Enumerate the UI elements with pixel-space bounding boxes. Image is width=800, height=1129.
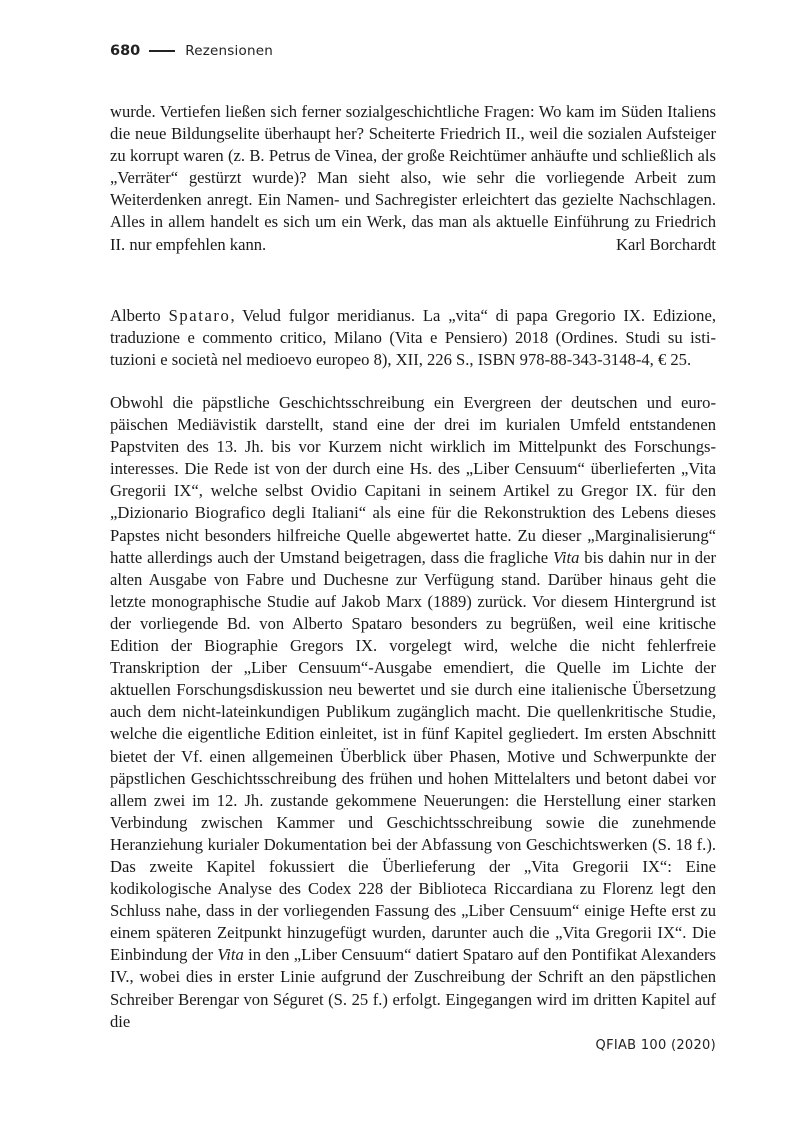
citation-text — [110, 305, 716, 371]
citation-author-first: Alberto — [110, 306, 161, 325]
review-continuation — [110, 101, 716, 256]
page-footer: QFIAB 100 (2020) — [595, 1038, 716, 1053]
header-rule — [149, 50, 175, 52]
text-run: bis dahin nur in der alten Ausgabe von Fabre und Duchesne zur Verfügung stand. Darüber hinaus geht die letzte monographische Studie auf Jakob Marx (1889) zurück. Vor diesem Hintergrund ist der vorliegende Bd. von Alberto Spataro besonders zu begrüßen, weil eine kritische Edition der Biographie Gregors IX. vorgelegt wird, welche die nicht fehlerfreie Transkription der „Liber Censuum“-Ausgabe emendiert, die Quelle im Lichte der aktuellen Forschungsdiskussion neu bewertet und sie durch eine italienische Übersetzung auch dem nicht-lateinkundigen Publikum zugänglich macht. Die quellenkritische Studie, welche die eigentliche Edition einleitet, ist in fünf Kapitel gegliedert. Im ersten Abschnitt bietet der Vf. einen allgemeinen Überblick über Phasen, Motive und Schwerpunkte der päpstlichen Geschichtsschreibung des frühen und hohen Mittelalters und betont dabei vor allem zwei im 12. Jh. zustande gekommene Neuerungen: die Herstellung einer starken Verbindung zwischen Kammer und Geschichtsschreibung sowie die zunehmende Heranziehung kurialer Dokumentation bei der Abfassung von Geschichtswerken (S. 18 f.). Das zweite Kapitel fokussiert die Überlieferung der „Vita Gregorii IX“: Eine kodikologische Analyse des Codex 228 der Biblioteca Riccardiana zu Florenz legt den Schluss nahe, dass in der vorliegenden Fassung des „Liber Censuum“ einige Hefte erst zu einem späteren Zeitpunkt hinzugefügt wurden, darunter auch die „Vita Gregorii IX“. Die Einbindung der — [110, 547, 716, 965]
citation-details: , Velud fulgor meridianus. La „vita“ di papa Gregorio IX. Edizione, traduzione e commento critico, Milano (Vita e Pensiero) 2018 (Ordines. Studi su istituzioni e società nel medioevo europeo 8), XII, 226 S., ISBN 978-88-343-3148-4, € 25. — [110, 306, 716, 370]
italic-title-run: Vita — [217, 945, 244, 965]
review-continuation-text — [110, 101, 716, 256]
reviewer-name: Karl Borchardt — [616, 234, 716, 254]
page-header — [110, 43, 273, 59]
review-continuation-body: wurde. Vertiefen ließen sich ferner sozialgeschichtliche Fragen: Wo kam im Süden Italiens die neue Bildungselite überhaupt her? Scheiterte Friedrich II., weil die sozialen Aufsteiger zu korrupt waren (z. B. Petrus de Vinea, der große Reichtümer anhäufte und schließlich als „Verräter“ gestürzt wurde)? Man sieht also, wie sehr die vorliegende Arbeit zum Weiterdenken anregt. Ein Namen- und Sachregister erleichtert das gezielte Nachschlagen. Alles in allem handelt es sich um ein Werk, das man als aktuelle Einführung zu Friedrich II. nur empfehlen kann. — [110, 102, 716, 254]
text-run: Obwohl die päpstliche Geschichtsschreibung ein Evergreen der deutschen und europäischen Mediävistik darstellt, stand eine der drei im kurialen Umfeld entstandenen Papstviten des 13. Jh. bis vor Kurzem nicht wirklich im Mittelpunkt des Forschungsinteresses. Die Rede ist von der durch eine Hs. des „Liber Censuum“ überlieferten „Vita Gregorii IX“, welche selbst Ovidio Capitani in seinem Artikel zu Gregor IX. für den „Dizionario Biografico degli Italiani“ als eine für die Rekonstruktion des Lebens dieses Papstes nicht besonders hilfreiche Quelle abgewertet hatte. Zu dieser „Marginalisierung“ hatte allerdings auch der Umstand beigetragen, dass die fragliche — [110, 393, 716, 567]
page-number: 680 — [110, 43, 141, 59]
bibliographic-citation — [110, 305, 716, 371]
review-body — [110, 392, 716, 1033]
text-run: in den „Liber Censuum“ datiert Spataro auf den Pontifikat Alexanders IV., wobei dies in erster Linie aufgrund der Zuschreibung der Schrift an den päpstlichen Schreiber Berengar von Séguret (S. 25 f.) erfolgt. Eingegangen wird im dritten Kapitel auf die — [110, 945, 716, 1031]
review-body-text — [110, 392, 716, 1033]
running-title: Rezensionen — [185, 43, 273, 59]
italic-title-run: Vita — [552, 547, 580, 567]
citation-author-last: Spataro — [168, 306, 231, 325]
